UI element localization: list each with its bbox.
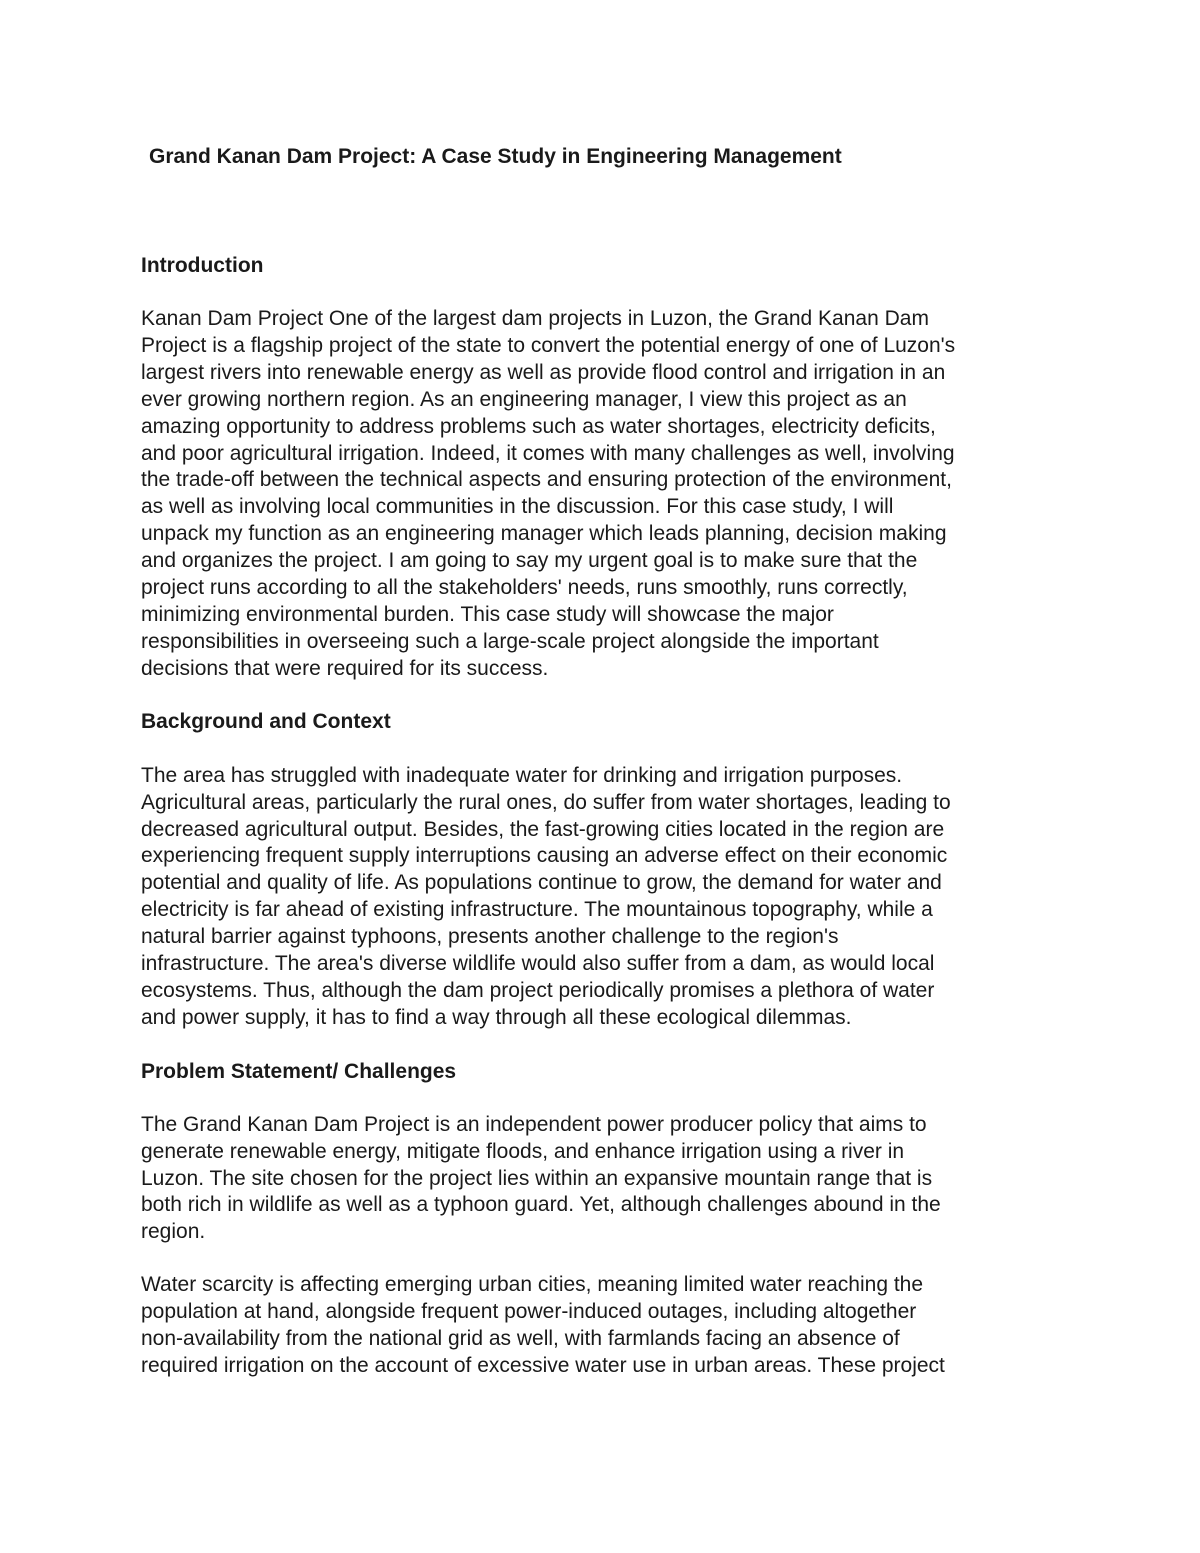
text-line: infrastructure. The area's diverse wildlife would also suffer from a dam, as would local (141, 952, 935, 976)
text-line: decreased agricultural output. Besides, the fast-growing cities located in the region are (141, 817, 945, 841)
text-line: Kanan Dam Project One of the largest dam projects in Luzon, the Grand Kanan Dam (141, 307, 929, 330)
text-line: as well as involving local communities in the discussion. For this case study, I will (141, 495, 894, 519)
text-line: and poor agricultural irrigation. Indeed, it comes with many challenges as well, involving (141, 441, 955, 465)
text-line: largest rivers into renewable energy as well as provide flood control and irrigation in an (141, 360, 946, 384)
text-line: Luzon. The site chosen for the project lies within an expansive mountain range that is (141, 1166, 933, 1190)
text-line: the trade-off between the technical aspects and ensuring protection of the environment, (141, 468, 952, 492)
text-line: The area has struggled with inadequate water for drinking and irrigation purposes. (141, 763, 903, 787)
text-line: and organizes the project. I am going to say my urgent goal is to make sure that the (141, 549, 918, 573)
text-line: amazing opportunity to address problems such as water shortages, electricity deficits, (141, 414, 936, 438)
text-line: The Grand Kanan Dam Project is an independent power producer policy that aims to (141, 1112, 927, 1136)
text-line: required irrigation on the account of excessive water use in urban areas. These project (141, 1354, 945, 1377)
text-line: population at hand, alongside frequent power-induced outages, including altogether (141, 1300, 917, 1324)
text-line: generate renewable energy, mitigate floods, and enhance irrigation using a river in (141, 1139, 905, 1163)
text-line: Water scarcity is affecting emerging urban cities, meaning limited water reaching the (141, 1273, 924, 1297)
text-line: Project is a flagship project of the state to convert the potential energy of one of Luzon's (141, 333, 956, 357)
text-line: electricity is far ahead of existing infrastructure. The mountainous topography, while a (141, 898, 933, 922)
introduction-paragraph (141, 306, 1066, 683)
text-line: minimizing environmental burden. This case study will showcase the major (141, 602, 834, 626)
document-body (141, 140, 1066, 1380)
text-line: and power supply, it has to find a way through all these ecological dilemmas. (141, 1005, 852, 1029)
text-line: experiencing frequent supply interruptions causing an adverse effect on their economic (141, 844, 948, 868)
section-heading-problem-statement: Problem Statement/ Challenges (141, 1059, 457, 1083)
background-paragraph (141, 763, 1066, 1032)
text-line: responsibilities in overseeing such a large-scale project alongside the important (141, 629, 879, 653)
text-line: both rich in wildlife as well as a typhoon guard. Yet, although challenges abound in the (141, 1193, 941, 1217)
text-line: region. (141, 1220, 206, 1244)
text-line: project runs according to all the stakeholders' needs, runs smoothly, runs correctly, (141, 576, 908, 600)
problem-statement-paragraph (141, 1272, 1066, 1380)
text-line: natural barrier against typhoons, presents another challenge to the region's (141, 925, 839, 949)
section-heading-background: Background and Context (141, 709, 391, 733)
text-line: non-availability from the national grid as well, with farmlands facing an absence of (141, 1327, 900, 1351)
text-line: ecosystems. Thus, although the dam project periodically promises a plethora of water (141, 978, 935, 1002)
text-line: decisions that were required for its success. (141, 656, 549, 680)
text-line: potential and quality of life. As populations continue to grow, the demand for water and (141, 871, 942, 895)
problem-statement-paragraph (141, 1112, 1066, 1247)
text-line: Agricultural areas, particularly the rural ones, do suffer from water shortages, leading to (141, 790, 951, 814)
section-heading-introduction: Introduction (141, 254, 264, 277)
text-line: unpack my function as an engineering manager which leads planning, decision making (141, 522, 947, 546)
document-title: Grand Kanan Dam Project: A Case Study in Engineering Management (149, 145, 842, 168)
text-line: ever growing northern region. As an engineering manager, I view this project as an (141, 387, 907, 411)
